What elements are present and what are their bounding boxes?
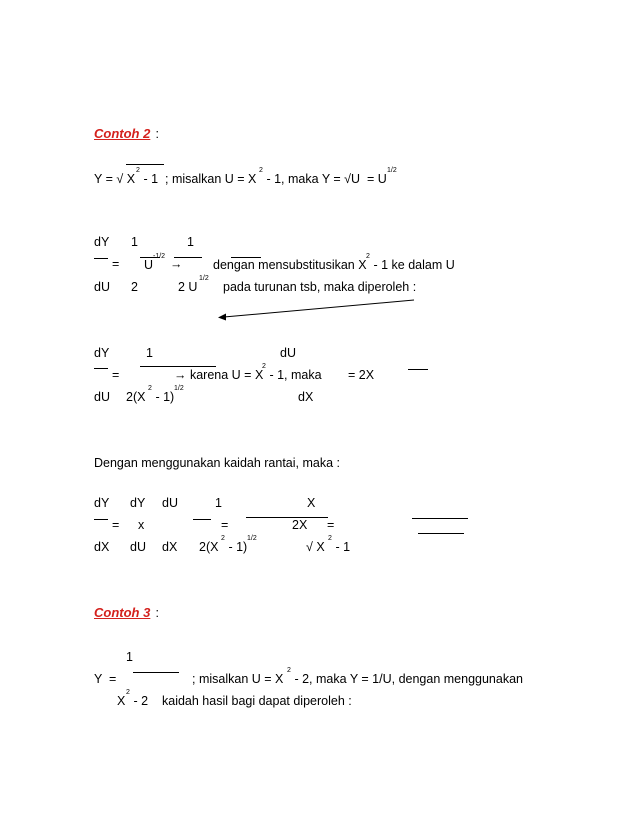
b3-one: 1	[215, 496, 222, 510]
b1-dY: dY	[94, 235, 110, 249]
b2-eq: =	[112, 368, 120, 382]
b2-den: 2(X	[126, 390, 146, 404]
b2-one: 1	[146, 346, 153, 360]
b1-subst: dengan mensubstitusikan X	[213, 258, 367, 272]
b2-karena2: - 1, maka	[266, 368, 322, 382]
b2-frac-bar	[94, 368, 108, 369]
b3-eq2: =	[221, 518, 229, 532]
b4-X: X	[117, 694, 126, 708]
b2-eq2X: = 2X	[348, 368, 375, 382]
contoh-2-colon: :	[152, 127, 159, 141]
b3-sqrt2: - 1	[332, 540, 351, 554]
b2-karena: → karena U = X	[174, 368, 264, 382]
b1-twoU: 2 U	[178, 280, 198, 294]
b1-exp-neg: -1/2	[153, 253, 166, 260]
b3-dU2: dU	[130, 540, 146, 554]
b1-exp2: 2	[366, 253, 370, 260]
line1-exp: 2	[136, 167, 140, 174]
b2-dY: dY	[94, 346, 110, 360]
b2-dU-top: dU	[280, 346, 296, 360]
b2-exp2b: 2	[148, 385, 152, 392]
line1-exp-b: 2	[259, 167, 263, 174]
b2-den2: - 1)	[152, 390, 175, 404]
b3-frac-bar-2	[193, 519, 211, 520]
b2-exp-half: 1/2	[174, 385, 184, 392]
b3-den2: - 1)	[225, 540, 248, 554]
b3-sqrt-overline	[418, 533, 464, 534]
b1-U: U	[144, 258, 154, 272]
b4-exp2: 2	[287, 667, 291, 674]
b3-eq3: =	[327, 518, 335, 532]
b1-one-a: 1	[131, 235, 138, 249]
line1-y-eq: Y = √ X	[94, 172, 136, 186]
b1-two: 2	[131, 280, 138, 294]
b3-frac-bar-4	[412, 518, 468, 519]
b3-dX2: dX	[162, 540, 178, 554]
b2-frac-bar-main	[140, 366, 216, 367]
line1-rest2: - 1, maka Y = √U = U	[263, 172, 387, 186]
b2-exp2: 2	[262, 363, 266, 370]
b1-turunan: pada turunan tsb, maka diperoleh :	[223, 280, 417, 294]
b3-dY: dY	[94, 496, 110, 510]
b4-kaidah: kaidah hasil bagi dapat diperoleh :	[162, 694, 352, 708]
b1-arrow: →	[170, 257, 183, 271]
b3-frac-bar-3	[246, 517, 328, 518]
b3-X: X	[307, 496, 316, 510]
b3-sqrt: √ X	[306, 540, 325, 554]
b4-minus2: - 2	[130, 694, 149, 708]
b3-x: x	[138, 518, 145, 532]
b2-frac-bar-dx	[408, 369, 428, 370]
b3-exp2: 2	[221, 535, 225, 542]
b3-eq1: =	[112, 518, 120, 532]
line1-rest: - 1 ; misalkan U = X	[140, 172, 257, 186]
b4-one: 1	[126, 650, 133, 664]
b1-subst2: - 1 ke dalam U	[370, 258, 455, 272]
contoh-3-heading: Contoh 3	[94, 605, 151, 620]
b1-exp-half: 1/2	[199, 275, 209, 282]
b1-dU: dU	[94, 280, 110, 294]
b3-frac-bar-1	[94, 519, 108, 520]
b4-Y: Y =	[94, 672, 117, 686]
b4-misal2: - 2, maka Y = 1/U, dengan menggunakan	[291, 672, 523, 686]
b2-dU: dU	[94, 390, 110, 404]
b3-den: 2(X	[199, 540, 219, 554]
contoh-3-colon: :	[152, 606, 159, 620]
b4-exp2b: 2	[126, 689, 130, 696]
b1-eq: =	[112, 257, 120, 271]
rantai-text: Dengan menggunakan kaidah rantai, maka :	[94, 456, 340, 470]
b1-one-b: 1	[187, 235, 194, 249]
b3-exp2b: 2	[328, 535, 332, 542]
b2-dX: dX	[298, 390, 314, 404]
b3-dX: dX	[94, 540, 110, 554]
b3-twoX: 2X	[292, 518, 308, 532]
b3-exp-half: 1/2	[247, 535, 257, 542]
b3-dY2: dY	[130, 496, 146, 510]
b3-dU: dU	[162, 496, 178, 510]
line1-exp-half: 1/2	[387, 167, 397, 174]
contoh-2-heading: Contoh 2	[94, 126, 151, 141]
b4-misal: ; misalkan U = X	[192, 672, 284, 686]
b4-frac-bar	[133, 672, 179, 673]
